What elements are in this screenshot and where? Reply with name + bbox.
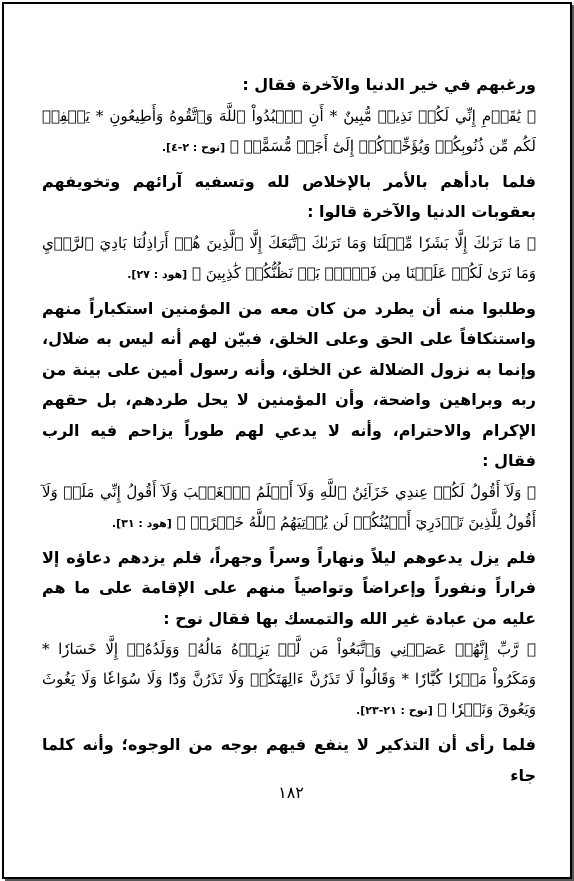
page: [2, 2, 572, 879]
paragraph-4: فلم يزل يدعوهم ليلاً ونهاراً وسراً وجهراً، فلم يزدهم دعاؤه إلا فراراً ونفوراً وإعراضاً وتواصياً منهم على الإقامة على ما هم عليه من عبادة غير الله والتمسك بها فقال نوح :: [42, 547, 536, 628]
verse-reference: [نوح : ٢١-٢٣].: [356, 704, 433, 717]
paragraph-5: فلما رأى أن التذكير لا ينفع فيهم بوجه من الوجوه؛ وأنه كلما جاء: [42, 735, 536, 785]
quran-verse-4: [42, 634, 536, 726]
paragraph-2: فلما بادأهم بالأمر بالإخلاص لله وتسفيه آرائهم وتخويفهم بعقوبات الدنيا والآخرة قالوا :: [42, 171, 536, 221]
paragraph-3: وطلبوا منه أن يطرد من كان معه من المؤمنين استكباراً منهم واستنكافاً على الحق وعلى الخلق، فبيّن لهم أنه ليس به ضلال، وإنما به نزول الضلالة عن الخلق، وأنه رسول أمين على بينة من ربه وبراهين واضحة، وأن المؤمنين لا يحل طردهم، بل حقهم الإكرام والاحترام، وأنه لا يدعي لهم طوراً يزاحم فيه الرب فقال :: [42, 298, 536, 470]
page-body: [42, 70, 536, 791]
quran-verse-3: [42, 477, 536, 539]
verse-reference: [هود : ٢٧].: [127, 267, 188, 281]
quran-verse-2: [42, 228, 536, 290]
verse-reference: [هود : ٣١].: [111, 516, 172, 530]
verse-text: ﴿ مَا نَرَىٰكَ إِلَّا بَشَرٗا مِّثۡلَنَا وَمَا نَرَىٰكَ ٱتَّبَعَكَ إِلَّا ٱلَّذِينَ هُمۡ أَرَاذِلُنَا بَادِيَ ٱلرَّأۡيِ وَمَا نَرَىٰ لَكُمۡ عَلَيۡنَا مِن فَضۡلِۭ بَلۡ نَظُنُّكُمۡ كَٰذِبِينَ ﴾: [42, 233, 536, 282]
verse-text: ﴿ يَٰقَوۡمِ إِنِّي لَكُمۡ نَذِيرٞ مُّبِينٌ * أَنِ ٱعۡبُدُواْ ٱللَّهَ وَٱتَّقُوهُ وَأَطِيعُونِ * يَغۡفِرۡ لَكُم مِّن ذُنُوبِكُمۡ وَيُؤَخِّرۡكُمۡ إِلَىٰٓ أَجَلٖ مُّسَمًّىۚ ﴾: [42, 106, 536, 155]
verse-text: ﴿ وَلَآ أَقُولُ لَكُمۡ عِندِي خَزَآئِنُ ٱللَّهِ وَلَآ أَعۡلَمُ ٱلۡغَيۡبَ وَلَآ أَقُولُ إِنِّي مَلَكٞ وَلَآ أَقُولُ لِلَّذِينَ تَزۡدَرِيٓ أَعۡيُنُكُمۡ لَن يُؤۡتِيَهُمُ ٱللَّهُ خَيۡرًاۖ ﴾: [42, 482, 536, 531]
verse-reference: [نوح : ٢-٤].: [161, 140, 226, 154]
page-number: ١٨٢: [278, 783, 304, 802]
verse-text: ﴿ رَّبِّ إِنَّهُمۡ عَصَوۡنِي وَٱتَّبَعُواْ مَن لَّمۡ يَزِدۡهُ مَالُهُۥ وَوَلَدُهُۥٓ إِلَّا خَسَارٗا * وَمَكَرُواْ مَكۡرٗا كُبَّارٗا * وَقَالُواْ لَا تَذَرُنَّ ءَالِهَتَكُمۡ وَلَا تَذَرُنَّ وَدّٗا وَلَا سُوَاعٗا وَلَا يَغُوثَ وَيَعُوقَ وَنَسۡرٗا ﴾: [42, 640, 536, 718]
paragraph-1: ورغبهم في خير الدنيا والآخرة فقال :: [242, 75, 536, 94]
quran-verse-1: [42, 101, 536, 163]
